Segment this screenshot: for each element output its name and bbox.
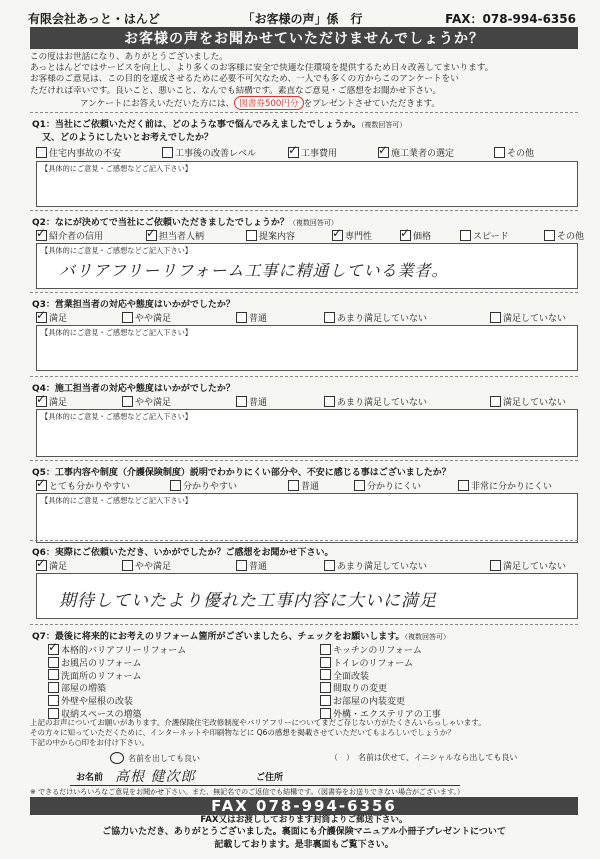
- question-4: [30, 376, 578, 457]
- option[interactable]: あまり満足していない: [324, 394, 490, 408]
- checkbox[interactable]: [36, 147, 47, 158]
- checkbox[interactable]: [36, 396, 47, 407]
- option[interactable]: 分かりやすい: [170, 478, 288, 492]
- checkbox[interactable]: [48, 644, 59, 655]
- consent-option-initials[interactable]: （ ） 名前は伏せて、イニシャルなら出しても良い: [330, 753, 518, 762]
- handwritten-answer: バリアフリーリフォーム工事に精通している業者。: [59, 261, 449, 280]
- question-2-detail-box[interactable]: [36, 243, 578, 289]
- question-3: [30, 292, 578, 373]
- form-header: [28, 8, 576, 28]
- address-label: ご住所: [256, 772, 284, 783]
- checkbox[interactable]: [48, 682, 59, 693]
- option[interactable]: ✓ 工事費用: [288, 145, 378, 159]
- thanks-message: [30, 826, 578, 852]
- checkbox[interactable]: [36, 230, 47, 241]
- question-2-options: [36, 228, 590, 242]
- option[interactable]: 非常に分かりにくい: [458, 478, 558, 492]
- question-3-detail-box[interactable]: [36, 325, 578, 371]
- option[interactable]: 全面改装: [320, 669, 568, 682]
- question-6: [30, 540, 578, 621]
- question-1-subtitle: 又、どのようにしたいとお考えでしたか？: [42, 133, 214, 143]
- option[interactable]: ✓ 施工業者の選定: [378, 145, 494, 159]
- question-3-options: [36, 310, 572, 324]
- checkbox[interactable]: [48, 669, 59, 680]
- checkbox[interactable]: [48, 695, 59, 706]
- checkbox[interactable]: [400, 230, 411, 241]
- fax-banner: FAX 078-994-6356: [30, 797, 578, 815]
- question-4-detail-box[interactable]: [36, 409, 578, 457]
- option[interactable]: 普通: [236, 558, 324, 572]
- option[interactable]: 分かりにくい: [354, 478, 458, 492]
- checkbox[interactable]: [494, 147, 505, 158]
- checkbox[interactable]: [320, 644, 331, 655]
- question-6-title: Q6：実際にご依頼いただき、いかがでしたか？ご感想をお聞かせ下さい。: [32, 548, 334, 558]
- question-1: [30, 112, 578, 209]
- consent-line: その方々に知っていただくために、インターネットや印刷物などに Q6の感想を掲載させていただいてもよろしいでしょうか？: [30, 728, 455, 737]
- option[interactable]: ✓ 満足: [36, 394, 122, 408]
- company-name: 有限会社あっと・はんど: [28, 11, 160, 26]
- option[interactable]: その他: [494, 145, 540, 159]
- option[interactable]: キッチンのリフォーム: [320, 643, 568, 656]
- option[interactable]: ✓ 満足: [36, 310, 122, 324]
- consent-request: [30, 718, 578, 748]
- option[interactable]: その他: [544, 228, 590, 242]
- checkbox[interactable]: [246, 230, 257, 241]
- question-5-options: [36, 478, 558, 492]
- checkbox[interactable]: [170, 480, 181, 491]
- question-3-title: Q3：営業担当者の対応や態度はいかがでしたか？: [32, 300, 235, 310]
- option[interactable]: 部屋の増築: [48, 681, 320, 694]
- circle-mark-icon: [110, 752, 124, 764]
- checkbox[interactable]: [36, 560, 47, 571]
- option[interactable]: 提案内容: [246, 228, 332, 242]
- option[interactable]: 満足していない: [490, 558, 572, 572]
- intro-text: [30, 52, 575, 97]
- checkbox[interactable]: [460, 230, 471, 241]
- checkbox[interactable]: [236, 312, 247, 323]
- option[interactable]: 住宅内事故の不安: [36, 145, 162, 159]
- checkbox[interactable]: [320, 657, 331, 668]
- option[interactable]: 洗面所のリフォーム: [48, 669, 320, 682]
- checkbox[interactable]: [324, 560, 335, 571]
- option[interactable]: 満足していない: [490, 394, 572, 408]
- option[interactable]: 満足していない: [490, 310, 572, 324]
- option[interactable]: 収納スペースの増築: [48, 707, 320, 720]
- question-1-options: [36, 145, 540, 159]
- checkbox[interactable]: [288, 480, 299, 491]
- checkbox[interactable]: [146, 230, 157, 241]
- option[interactable]: やや満足: [122, 558, 236, 572]
- option[interactable]: ✓ とても分かりやすい: [36, 478, 170, 492]
- option[interactable]: スピード: [460, 228, 544, 242]
- option[interactable]: 普通: [288, 478, 354, 492]
- intro-line: ただければ幸いです。良いこと、悪いこと、なんでも結構です。素直なご意見・ご感想をお聞かせ下さい。: [30, 85, 442, 96]
- question-4-title: Q4：施工担当者の対応や態度はいかがでしたか？: [32, 384, 235, 394]
- checkbox[interactable]: [458, 480, 469, 491]
- checkbox[interactable]: [324, 396, 335, 407]
- option[interactable]: 間取りの変更: [320, 681, 568, 694]
- checkbox[interactable]: [236, 396, 247, 407]
- fax-instructions: FAX又はお渡ししております封筒よりご郵送下さい。: [200, 815, 408, 825]
- checkbox[interactable]: [236, 560, 247, 571]
- option[interactable]: あまり満足していない: [324, 558, 490, 572]
- question-2-title: Q2：なにが決めてで当社にご依頼いただきましたでしょうか？（複数回答可）: [32, 218, 338, 228]
- title-banner: お客様の声をお聞かせていただけませんでしょうか？: [30, 27, 578, 49]
- name-field[interactable]: [70, 767, 250, 786]
- intro-line: あっとはんどではサービスを向上し、より多くのお客様に安全で快適な住環境を提供するため日々改善してまいります。: [30, 63, 494, 74]
- option[interactable]: ✓ 紹介者の信用: [36, 228, 146, 242]
- thanks-line: ご協力いただき、ありがとうございました。裏面にも介護保険マニュアル小冊子プレゼントについて: [102, 827, 506, 837]
- checkbox[interactable]: [36, 312, 47, 323]
- detail-label: 【具体的にご意見・ご感想などご記入下さい】: [41, 328, 192, 337]
- option[interactable]: やや満足: [122, 394, 236, 408]
- header-fax: FAX：078-994-6356: [445, 11, 576, 26]
- consent-option-name[interactable]: 名前を出しても良い: [110, 752, 200, 764]
- option[interactable]: ✓ 専門性: [332, 228, 400, 242]
- question-5-detail-box[interactable]: [36, 493, 578, 543]
- option[interactable]: トイレのリフォーム: [320, 656, 568, 669]
- option[interactable]: 普通: [236, 394, 324, 408]
- footnote: ※ できるだけいろいろなご意見をお聞かせ下さい。また、無記名でのご返信でも結構です。（図書券をお送りできない場合がございます。）: [30, 788, 464, 796]
- checkbox[interactable]: [288, 147, 299, 158]
- gift-post: をプレゼントさせていただきます。: [303, 99, 441, 109]
- option[interactable]: あまり満足していない: [324, 310, 490, 324]
- option[interactable]: 外壁や屋根の改装: [48, 694, 320, 707]
- checkbox[interactable]: [122, 560, 133, 571]
- question-1-title: Q1：当社にご依頼いただく前は、どのような事で悩んでみえましたでしょうか。（複数回答可）: [32, 120, 407, 130]
- question-7-title: Q7：最後に将来的にお考えのリフォーム箇所がございましたら、チェックをお願いします。（複数回答可）: [32, 632, 450, 642]
- detail-label: 【具体的にご意見・ご感想などご記入下さい】: [41, 412, 192, 421]
- checkbox[interactable]: [122, 312, 133, 323]
- checkbox[interactable]: [320, 669, 331, 680]
- intro-line: この度はお世話になり、ありがとうございました。: [30, 52, 228, 62]
- option[interactable]: 外構・エクステリアの工事: [320, 707, 568, 720]
- question-4-options: [36, 394, 572, 408]
- checkbox[interactable]: [320, 695, 331, 706]
- intro-line: お客様のご意見は、この目的を達成させるために必要不可欠なため、一人でも多くの方からこのアンケートをい: [30, 74, 459, 85]
- gift-pre: アンケートにお答えいただいた方には、: [80, 99, 235, 109]
- thanks-line: 記載しております。是非裏面もご覧下さい。: [214, 840, 394, 850]
- option[interactable]: やや満足: [122, 310, 236, 324]
- checkbox[interactable]: [324, 312, 335, 323]
- checkbox[interactable]: [122, 396, 133, 407]
- option[interactable]: お風呂のリフォーム: [48, 656, 320, 669]
- question-2: [30, 210, 585, 291]
- checkbox[interactable]: [162, 147, 173, 158]
- checkbox[interactable]: [354, 480, 365, 491]
- option[interactable]: 普通: [236, 310, 324, 324]
- form-recipient: 「お客様の声」係 行: [242, 11, 363, 26]
- detail-label: 【具体的にご意見・ご感想などご記入下さい】: [41, 496, 192, 505]
- checkbox[interactable]: [320, 682, 331, 693]
- option[interactable]: お部屋の内装変更: [320, 694, 568, 707]
- checkbox[interactable]: [544, 230, 555, 241]
- question-5: [30, 460, 578, 545]
- detail-label: 【具体的にご意見・ご感想などご記入下さい】: [41, 246, 192, 255]
- handwritten-answer: 期待していたより優れた工事内容に大いに満足: [59, 591, 437, 611]
- name-value: 高根 健次郎: [115, 769, 196, 785]
- checkbox[interactable]: [332, 230, 343, 241]
- address-field[interactable]: [250, 767, 460, 786]
- checkbox[interactable]: [490, 312, 501, 323]
- name-label: お名前: [76, 772, 104, 783]
- consent-line: 上記のお声についてお願いがあります。介護保険住宅改修制度やバリアフリーについてまだご存じない方がたくさんいらっしゃいます。: [30, 718, 486, 727]
- voucher-badge: 図書券500円分: [234, 96, 303, 110]
- consent-line: 下記の中から○印をお付け下さい。: [30, 738, 150, 747]
- checkbox[interactable]: [378, 147, 389, 158]
- question-6-options: [36, 558, 572, 572]
- question-7-options: [48, 643, 568, 720]
- checkbox[interactable]: [48, 657, 59, 668]
- option[interactable]: 工事後の改善レベル: [162, 145, 288, 159]
- checkbox[interactable]: [490, 396, 501, 407]
- question-6-detail-box[interactable]: [36, 573, 578, 619]
- question-5-title: Q5：工事内容や制度（介護保険制度）説明でわかりにくい部分や、不安に感じる事はございましたか？: [32, 468, 451, 478]
- option[interactable]: ✓ 本格的バリアフリーリフォーム: [48, 643, 320, 656]
- detail-label: 【具体的にご意見・ご感想などご記入下さい】: [41, 164, 192, 173]
- option[interactable]: ✓ 担当者人柄: [146, 228, 246, 242]
- checkbox[interactable]: [36, 480, 47, 491]
- question-7: [30, 624, 578, 720]
- checkbox[interactable]: [490, 560, 501, 571]
- option[interactable]: ✓ 価格: [400, 228, 460, 242]
- option[interactable]: ✓ 満足: [36, 558, 122, 572]
- gift-notice: [80, 96, 580, 110]
- question-1-detail-box[interactable]: [36, 161, 578, 207]
